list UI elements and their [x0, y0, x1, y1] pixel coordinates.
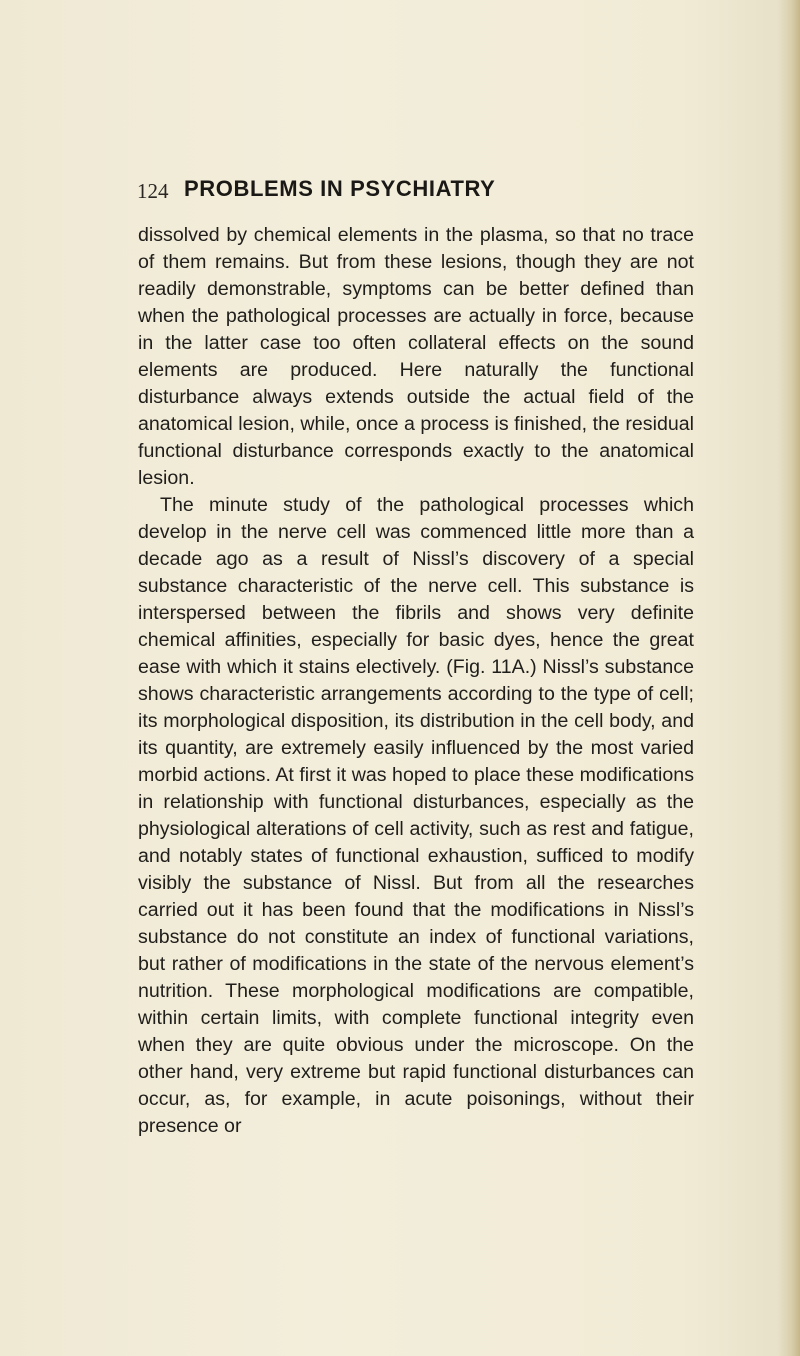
page-number: 124	[137, 179, 169, 203]
page-edge-shadow	[778, 0, 800, 1356]
paragraph-1: dissolved by chemical elements in the plasma, so that no trace of them remains. But from these lesions, though they are not readily demonstrable, symptoms can be better defined than when the pathological processes are actually in force, because in the latter case too often collateral effects on the sound elements are produced. Here naturally the functional disturbance always extends outside the actual field of the anatomical lesion, while, once a process is finished, the residual functional disturbance corresponds exactly to the anatomical lesion.	[138, 224, 694, 489]
paragraph-2: The minute study of the pathological processes which develop in the nerve cell was commenced little more than a decade ago as a result of Nissl’s discovery of a special substance characteristic of the nerve cell. This substance is interspersed between the fibrils and shows very definite chemical affinities, especially for basic dyes, hence the great ease with which it stains electively. (Fig. 11A.) Nissl’s substance shows characteristic arrangements according to the type of cell; its morphological disposition, its distribution in the cell body, and its quantity, are extremely easily influenced by the most varied morbid actions. At first it was hoped to place these modifications in relationship with functional disturbances, especially as the physiological alterations of cell activity, such as rest and fatigue, and notably states of functional exhaustion, sufficed to modify visibly the substance of Nissl. But from all the researches carried out it has been found that the modifications in Nissl’s substance do not constitute an index of functional variations, but rather of modifications in the state of the nervous element’s nutrition. These morphological modifications are compatible, within certain limits, with complete functional integrity even when they are quite obvious under the microscope. On the other hand, very extreme but rapid functional disturbances can occur, as, for example, in acute poisonings, without their presence or	[138, 494, 694, 1137]
body-text	[138, 222, 694, 1140]
running-head	[137, 176, 697, 202]
book-title: PROBLEMS IN PSYCHIATRY	[184, 176, 496, 201]
